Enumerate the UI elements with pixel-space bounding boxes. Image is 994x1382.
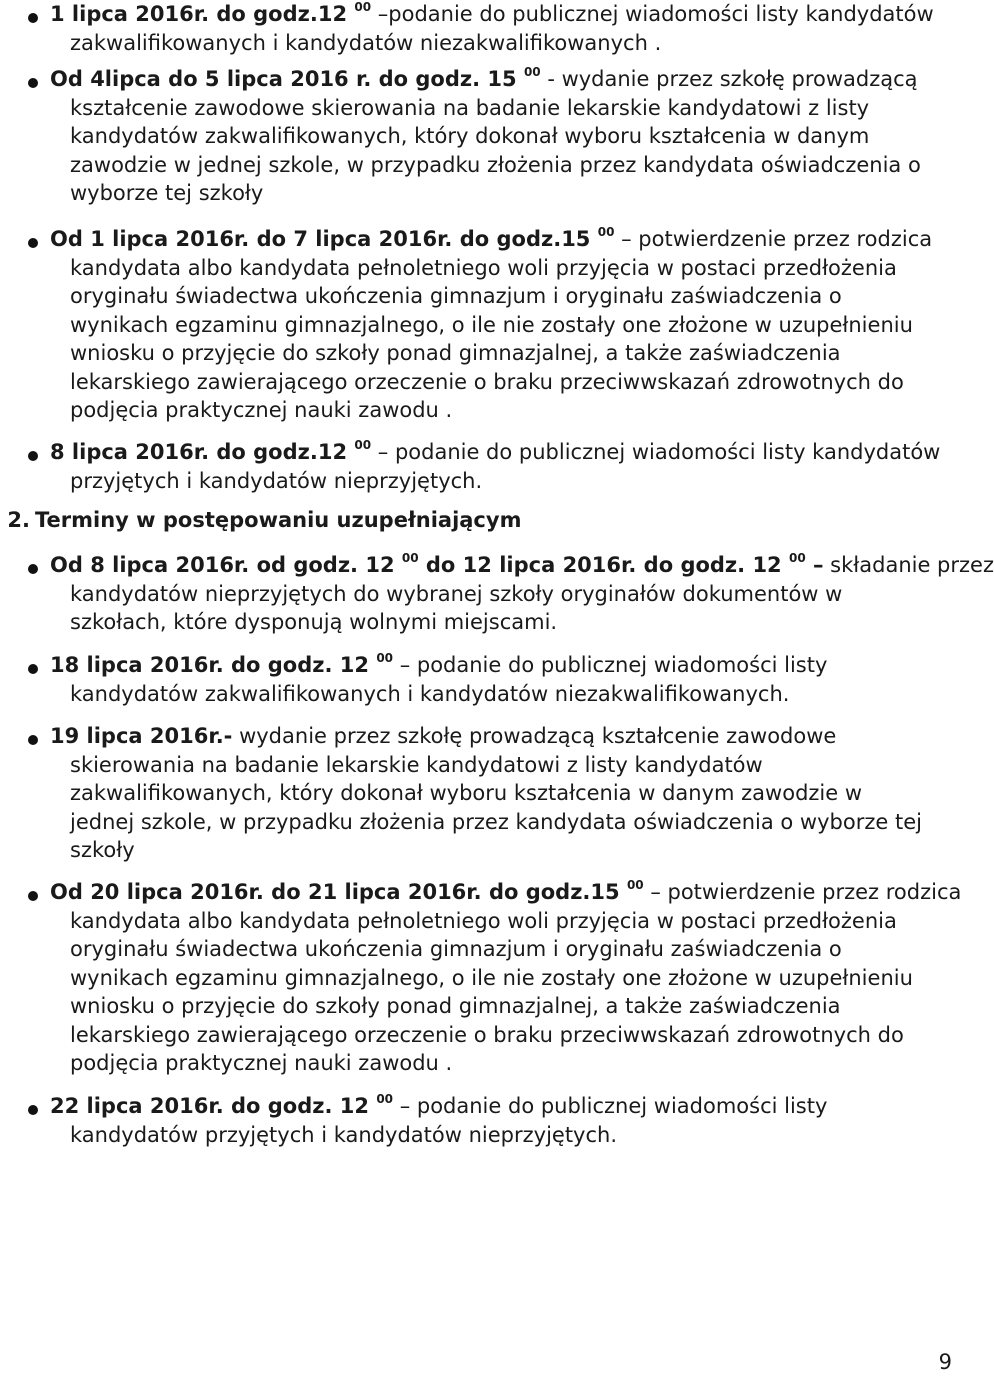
date-label: 8 lipca 2016r. do godz.12 [50,440,355,464]
description-text: zakwalifikowanych, który dokonał wyboru kształcenia w danym zawodzie w [70,781,863,805]
list-item-line [70,122,869,151]
description-text: wynikach egzaminu gimnazjalnego, o ile nie zostały one złożone w uzupełnieniu [70,965,913,990]
time-superscript: 00 [523,65,541,79]
list-item-line [70,1121,617,1150]
section-heading [0,508,521,532]
list-item [22,651,957,708]
date-label: Od 8 lipca 2016r. od godz. 12 [50,553,402,577]
list-item-line [70,94,869,123]
list-item-line [70,29,661,58]
description-text: kandydatów przyjętych i kandydatów nieprzyjętych. [70,1122,618,1147]
bullet-icon [28,735,38,745]
description-text: zawodzie w jednej szkole, w przypadku złożenia przez kandydata oświadczenia o [70,152,921,177]
description-text: wynikach egzaminu gimnazjalnego, o ile nie zostały one złożone w uzupełnieniu [70,312,913,337]
time-superscript: 00 [401,551,419,565]
description-text: wydanie przez szkołę prowadzącą kształcenie zawodowe [232,724,837,748]
description-text: lekarskiego zawierającego orzeczenie o braku przeciwwskazań zdrowotnych do [70,1022,904,1047]
list-item [22,438,957,495]
list-item-line [70,779,862,808]
description-text: przyjętych i kandydatów nieprzyjętych. [70,468,483,493]
description-text: jednej szkole, w przypadku złożenia przez kandydata oświadczenia o wyborze tej [70,809,922,834]
time-superscript: 00 [788,551,806,565]
date-label: 19 lipca 2016r.- [50,724,233,748]
list-item [22,878,962,1078]
list-item-line [70,680,789,709]
date-label: Od 4lipca do 5 lipca 2016 r. do godz. 15 [50,67,524,91]
list-item-line [50,1092,827,1121]
list-item-line [70,151,921,180]
date-label: – [805,553,824,577]
section-title: Terminy w postępowaniu uzupełniającym [35,508,522,532]
list-item-line [50,722,836,751]
list-item-line [70,339,841,368]
list-item-line [70,311,913,340]
bullet-icon [28,78,38,88]
description-text: kandydata albo kandydata pełnoletniego woli przyjęcia w postaci przedłożenia [70,255,897,280]
bullet-icon [28,1105,38,1115]
time-superscript: 00 [626,878,644,892]
description-text: – podanie do publicznej wiadomości listy kandydatów [371,440,941,464]
description-text: – podanie do publicznej wiadomości listy [393,653,828,677]
list-item-line [70,254,897,283]
page-number: 9 [938,1350,952,1374]
time-superscript: 00 [376,651,394,665]
description-text: podjęcia praktycznej nauki zawodu . [70,1051,453,1075]
list-item-line [70,907,897,936]
list-item-line [70,368,904,397]
list-item-line [50,551,994,580]
description-text: kandydata albo kandydata pełnoletniego woli przyjęcia w postaci przedłożenia [70,908,897,933]
list-item-line [70,964,913,993]
bullet-icon [28,891,38,901]
date-label: 22 lipca 2016r. do godz. 12 [50,1094,377,1118]
description-text: składanie przez [823,553,994,577]
description-text: oryginału świadectwa ukończenia gimnazjum i oryginału zaświadczenia o [70,937,842,961]
list-item-line [70,580,842,609]
list-item [22,551,994,637]
description-text: wniosku o przyjęcie do szkoły ponad gimnazjalnej, a także zaświadczenia [70,341,841,365]
list-item [22,225,957,425]
description-text: szkołach, które dysponują wolnymi miejscami. [70,610,558,634]
list-item-line [70,935,842,964]
list-item-line [70,282,842,311]
description-text: wyborze tej szkoły [70,181,264,205]
list-item [22,722,957,865]
list-item-line [70,179,263,208]
bullet-icon [28,451,38,461]
description-text: kandydatów zakwalifikowanych, który dokonał wyboru kształcenia w danym [70,124,870,148]
bullet-icon [28,13,38,23]
description-text: kształcenie zawodowe skierowania na badanie lekarskie kandydatowi z listy [70,95,870,120]
description-text: kandydatów nieprzyjętych do wybranej szkoły oryginałów dokumentów w [70,581,843,606]
description-text: skierowania na badanie lekarskie kandydatowi z listy kandydatów [70,752,763,777]
description-text: zakwalifikowanych i kandydatów niezakwalifikowanych . [70,30,662,55]
list-item-line [50,0,934,29]
date-label: do 12 lipca 2016r. do godz. 12 [418,553,789,577]
list-item-line [50,878,961,907]
bullet-icon [28,564,38,574]
list-item [22,1092,957,1149]
section-number: 2. [7,508,30,532]
list-item-line [70,396,452,425]
description-text: –podanie do publicznej wiadomości listy kandydatów [371,2,934,26]
list-item-line [70,1049,452,1078]
description-text: lekarskiego zawierającego orzeczenie o braku przeciwwskazań zdrowotnych do [70,369,904,394]
date-label: Od 20 lipca 2016r. do 21 lipca 2016r. do godz.15 [50,880,627,904]
time-superscript: 00 [354,0,372,14]
list-item-line [70,1021,904,1050]
description-text: – potwierdzenie przez rodzica [614,227,933,251]
list-item-line [70,992,841,1021]
time-superscript: 00 [597,225,615,239]
list-item-line [70,751,763,780]
description-text: wniosku o przyjęcie do szkoły ponad gimnazjalnej, a także zaświadczenia [70,994,841,1018]
list-item-line [70,608,557,637]
list-item [22,65,957,208]
description-text: - wydanie przez szkołę prowadzącą [540,67,918,91]
date-label: 18 lipca 2016r. do godz. 12 [50,653,377,677]
description-text: kandydatów zakwalifikowanych i kandydatów niezakwalifikowanych. [70,681,790,706]
list-item-line [50,225,932,254]
description-text: – podanie do publicznej wiadomości listy [393,1094,828,1118]
bullet-icon [28,238,38,248]
list-item-line [70,836,135,865]
description-text: szkoły [70,838,135,862]
time-superscript: 00 [376,1092,394,1106]
bullet-icon [28,664,38,674]
list-item-line [50,651,827,680]
list-item-line [50,65,918,94]
description-text: podjęcia praktycznej nauki zawodu . [70,398,453,422]
list-item-line [70,467,482,496]
list-item-line [50,438,940,467]
list-item-line [70,808,922,837]
time-superscript: 00 [354,438,372,452]
description-text: – potwierdzenie przez rodzica [643,880,962,904]
date-label: 1 lipca 2016r. do godz.12 [50,2,355,26]
description-text: oryginału świadectwa ukończenia gimnazjum i oryginału zaświadczenia o [70,284,842,308]
date-label: Od 1 lipca 2016r. do 7 lipca 2016r. do godz.15 [50,227,598,251]
list-item [22,0,957,57]
